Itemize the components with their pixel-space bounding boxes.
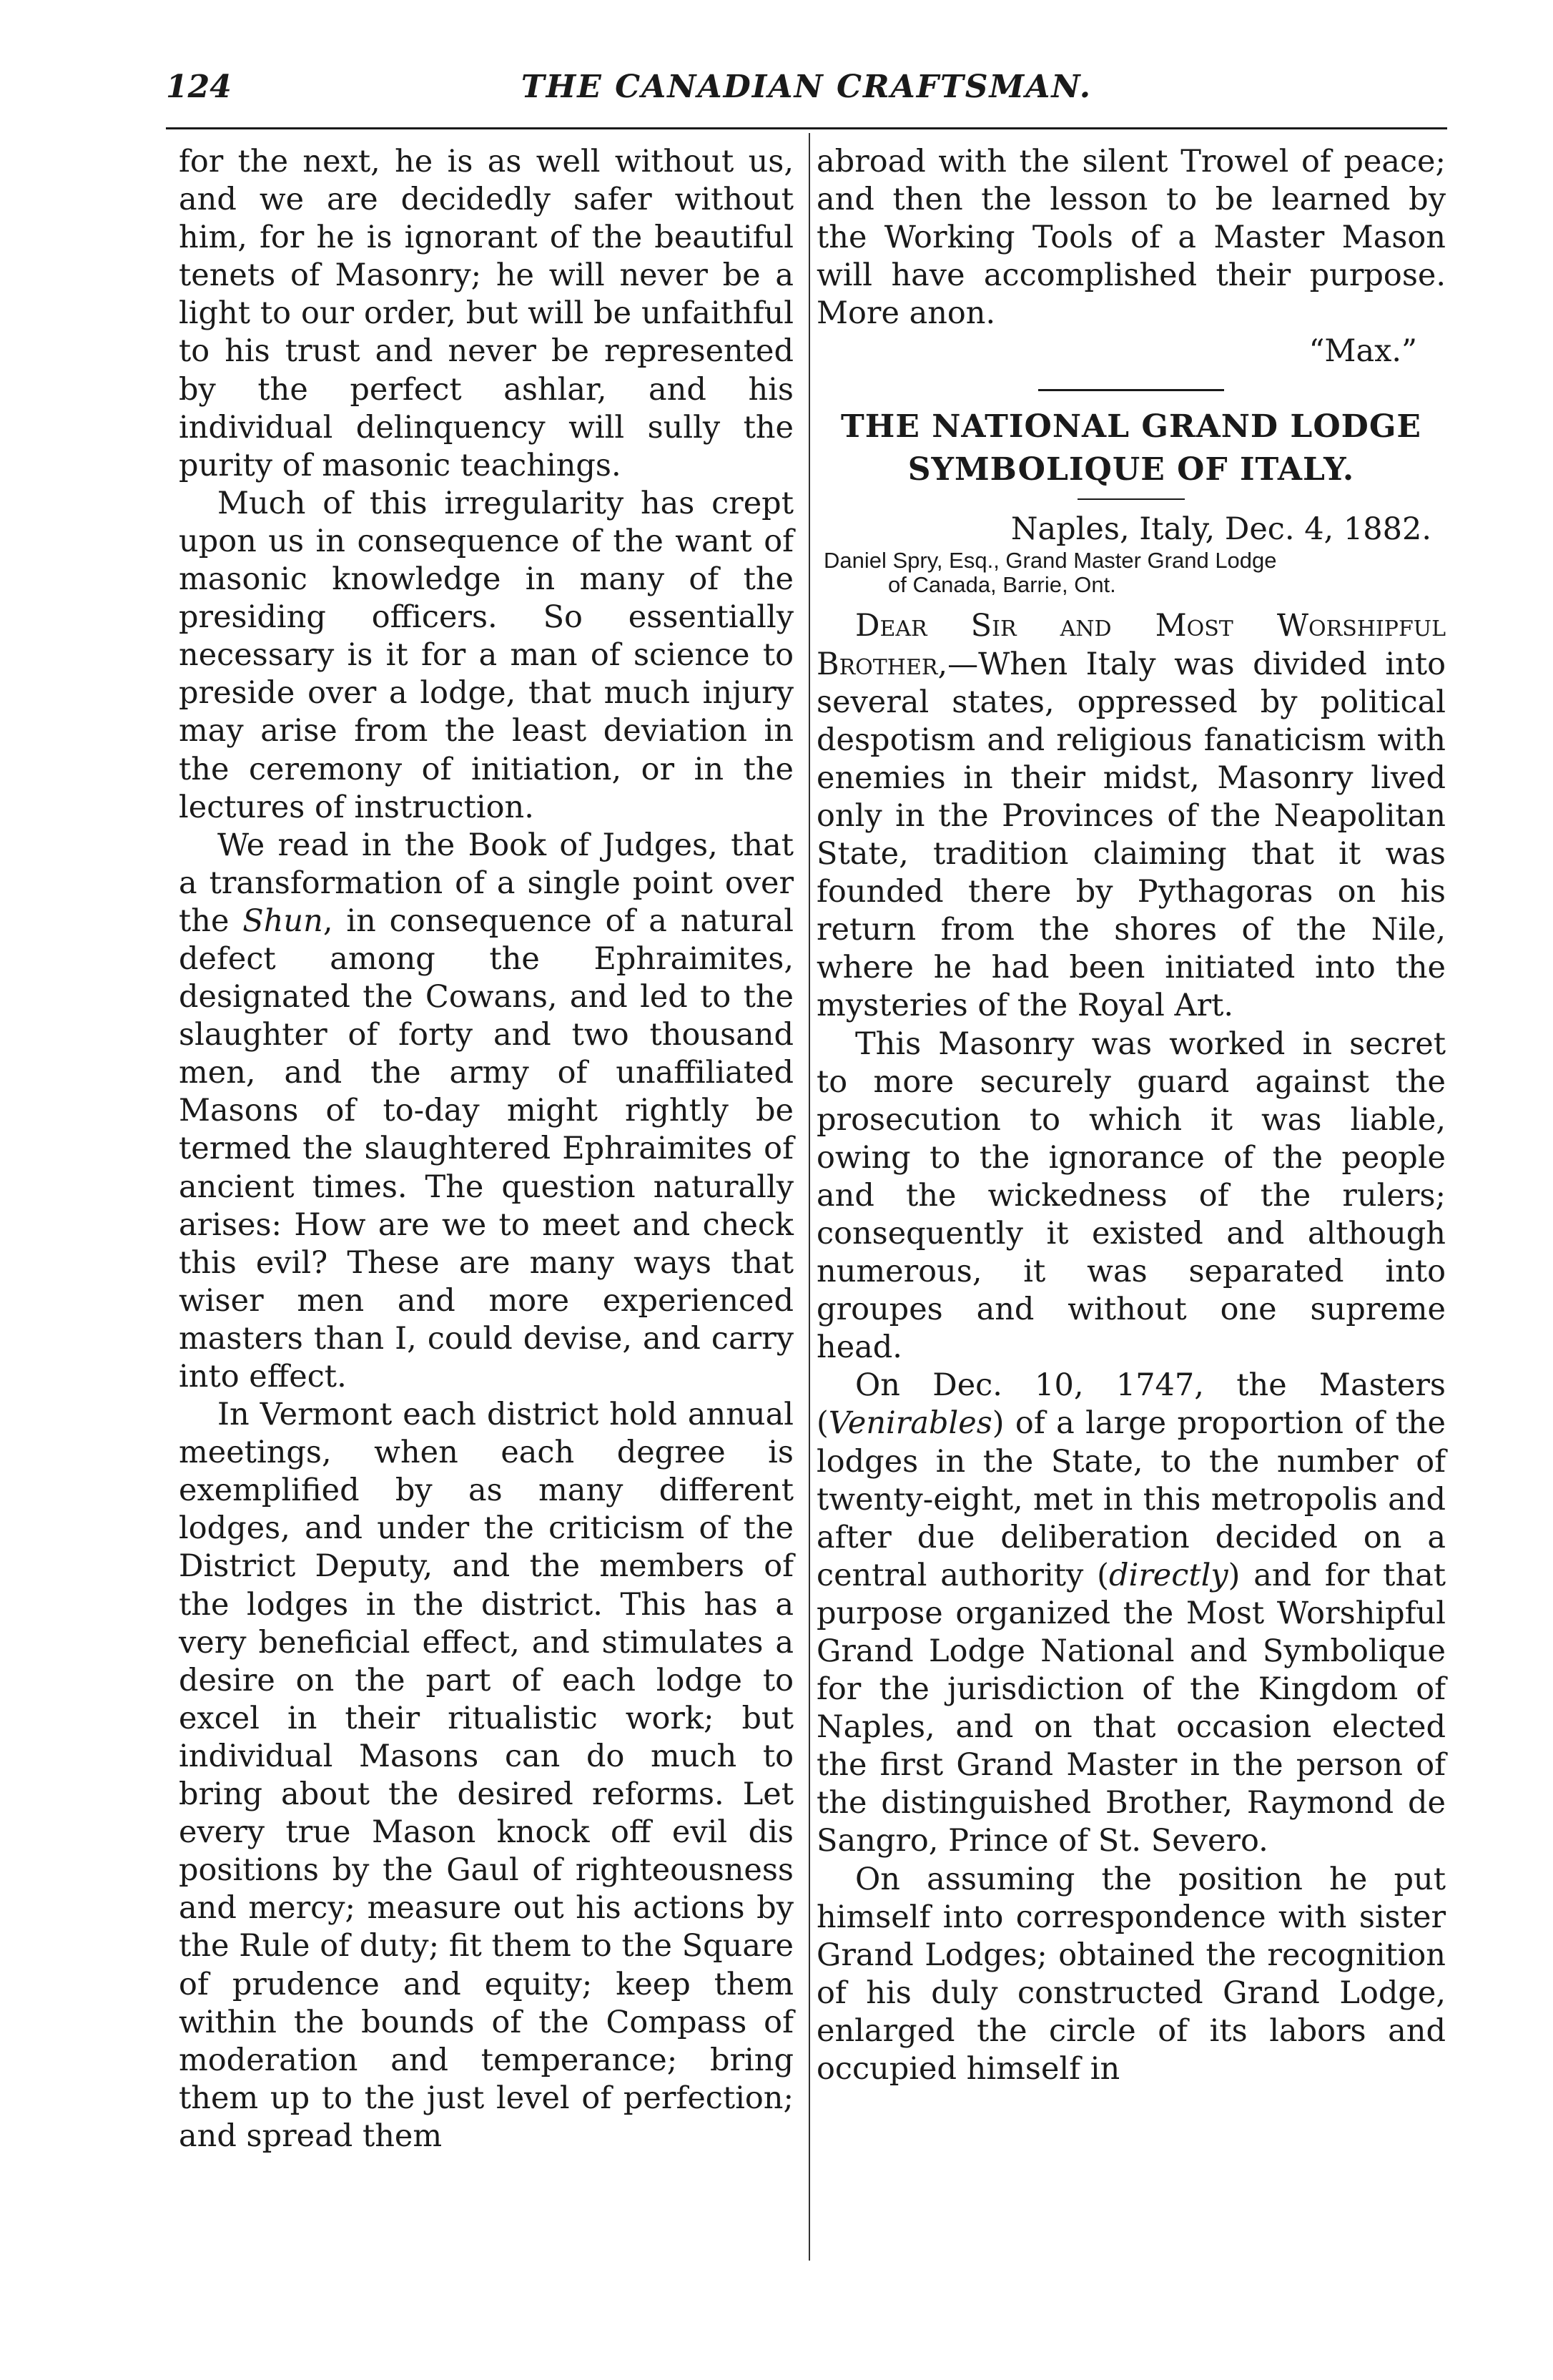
heading-line: SYMBOLIQUE OF ITALY. [907, 451, 1355, 488]
text-run: —When Italy was divided into several states, oppressed by political despotism and religious fanaticism with enemies in their midst, Masonry lived only in the Provinces of the Neapolitan State, tradition claiming that it was founded there by Pythagoras on his return from the shores of the Nile, where he had been initiated into the mysteries of the Royal Art. [817, 646, 1446, 1024]
italic-term: Shun [242, 903, 323, 939]
author-signature: “Max.” [1308, 333, 1417, 370]
running-head [166, 64, 1447, 122]
column-divider [809, 133, 810, 2261]
text-run: ) and for that purpose organized the Most Worshipful Grand Lodge National and Symbolique for the jurisdiction of the Kingdom of Naples, and on that occasion elected the first Grand Master in the person of the distinguished Brother, Raymond de Sangro, Prince of St. Severo. [817, 1557, 1446, 1859]
paragraph: On assuming the position he put himself into correspondence with sister Grand Lodges; obtained the recognition of his duly constructed Grand Lodge, enlarged the circle of its labors and occupied himself in [817, 1861, 1446, 2088]
address-line: of Canada, Barrie, Ont. [888, 572, 1116, 598]
paragraph [817, 607, 1446, 1025]
text-run: , in consequence of a natural defect among the Ephraimites, designated the Cowans, and led to the slaughter of forty and two thousand men, and the army of unaffiliated Masons of to-day might rightly be termed the slaughtered Ephraimites of ancient times. The question naturally arises: How are we to meet and check this evil? These are many ways that wiser men and more experienced masters than I, could devise, and carry into effect. [179, 903, 794, 1395]
dateline: Naples, Italy, Dec. 4, 1882. [1010, 511, 1431, 548]
page-number: 124 [166, 69, 232, 105]
paragraph [179, 827, 794, 1396]
address-line: Daniel Spry, Esq., Grand Master Grand Lodge [824, 548, 1277, 574]
paragraph: This Masonry was worked in secret to more securely guard against the prosecution to which it was liable, owing to the ignorance of the people and the wickedness of the rulers; consequently it existed and although numerous, it was separated into groupes and without one supreme head. [817, 1026, 1446, 1366]
paragraph [817, 1367, 1446, 1860]
heading-rule [1078, 498, 1185, 500]
paragraph: for the next, he is as well without us, and we are decidedly safer without him, for he is ignorant of the beautiful tenets of Masonry; he will never be a light to our order, but will be unfaithful to his trust and never be represented by the perfect ashlar, and his individual delinquency will sully the purity of masonic teachings. [179, 144, 794, 483]
header-rule [166, 127, 1447, 129]
salutation: Dear Sir and Most Worshipful Brother, [817, 608, 1446, 682]
text-run: We read in the Book of Judges, that a transformation of a single point over the [179, 827, 794, 939]
section-separator [1038, 389, 1224, 391]
text-run: ) of a large proportion of the lodges in the State, to the number of twenty-eight, met in this metropolis and after due deliberation decided on a central authority ( [817, 1405, 1446, 1593]
left-column [179, 143, 794, 2155]
italic-term: Venirables [828, 1405, 992, 1442]
journal-title: THE CANADIAN CRAFTSMAN. [521, 69, 1093, 105]
letter-address [817, 549, 1446, 597]
paragraph: abroad with the silent Trowel of peace; and then the lesson to be learned by the Working Tools of a Master Mason will have accomplished their purpose. More anon. [817, 144, 1446, 332]
right-column [817, 143, 1446, 2088]
italic-term: directly [1108, 1557, 1228, 1593]
heading-line: THE NATIONAL GRAND LODGE [841, 408, 1421, 446]
article-heading [817, 405, 1446, 491]
text-run: On Dec. 10, 1747, the Masters ( [817, 1367, 1446, 1442]
paragraph: In Vermont each district hold annual meetings, when each degree is exemplified by as many different lodges, and under the criticism of the District Deputy, and the members of the lodges in the district. This has a very beneficial effect, and stimulates a desire on the part of each lodge to excel in their ritualistic work; but individual Masons can do much to bring about the desired reforms. Let every true Mason knock off evil dis positions by the Gaul of righteousness and mercy; measure out his actions by the Rule of duty; fit them to the Square of prudence and equity; keep them within the bounds of the Compass of moderation and temperance; bring them up to the just level of perfection; and spread them [179, 1397, 794, 2154]
paragraph: Much of this irregularity has crept upon us in consequence of the want of masonic knowledge in many of the presiding officers. So essentially necessary is it for a man of science to preside over a lodge, that much injury may arise from the least deviation in the ceremony of initiation, or in the lectures of instruction. [179, 485, 794, 825]
